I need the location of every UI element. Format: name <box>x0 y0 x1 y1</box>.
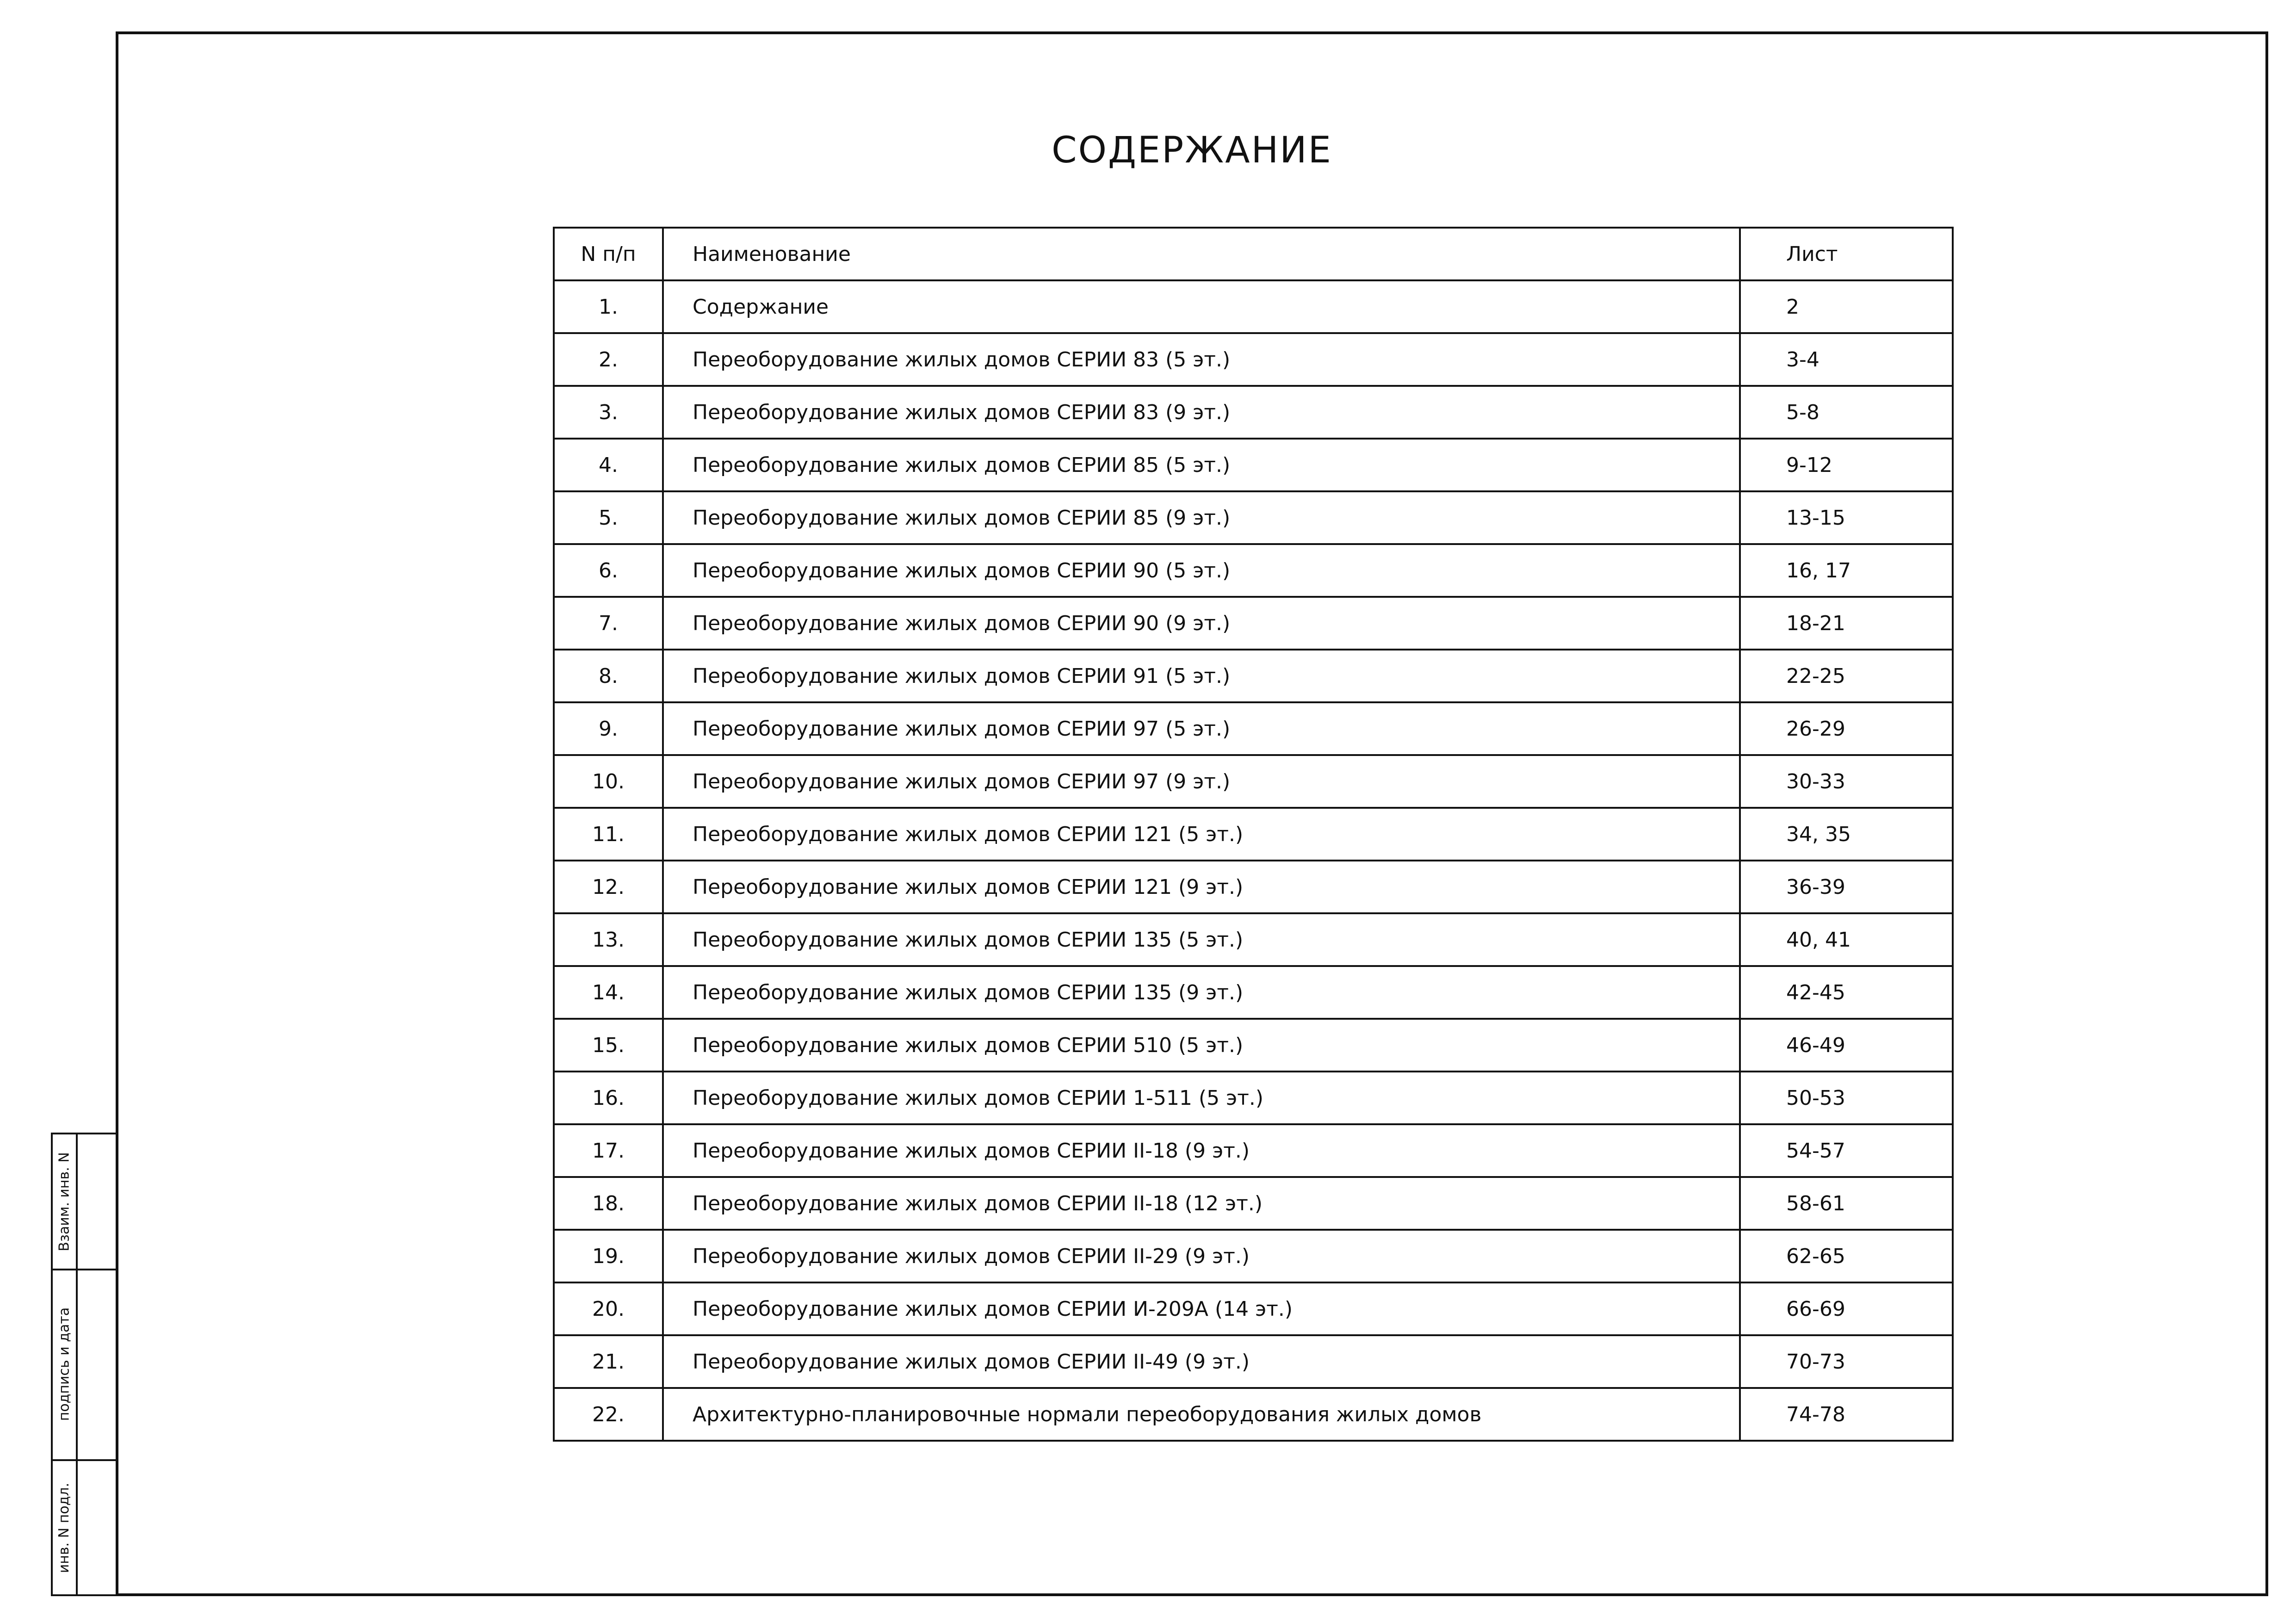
row-num: 19. <box>554 1230 663 1282</box>
row-num: 8. <box>554 650 663 702</box>
row-sheet: 66-69 <box>1740 1282 1953 1335</box>
table-row <box>554 280 1953 333</box>
row-sheet: 46-49 <box>1740 1019 1953 1072</box>
contents-table <box>553 227 1954 1442</box>
row-sheet: 36-39 <box>1740 861 1953 913</box>
stamp-cell-exchange-inv <box>53 1134 76 1269</box>
row-num: 10. <box>554 755 663 808</box>
table-row <box>554 913 1953 966</box>
row-num: 15. <box>554 1019 663 1072</box>
row-name: Переоборудование жилых домов СЕРИИ II-18 (12 эт.) <box>663 1177 1740 1230</box>
row-sheet: 26-29 <box>1740 702 1953 755</box>
table-row <box>554 861 1953 913</box>
row-name: Переоборудование жилых домов СЕРИИ 135 (5 эт.) <box>663 913 1740 966</box>
row-sheet: 13-15 <box>1740 491 1953 544</box>
row-num: 18. <box>554 1177 663 1230</box>
row-num: 12. <box>554 861 663 913</box>
row-name: Архитектурно-планировочные нормали переоборудования жилых домов <box>663 1388 1740 1441</box>
table-header-row <box>554 228 1953 280</box>
row-name: Переоборудование жилых домов СЕРИИ 97 (9 эт.) <box>663 755 1740 808</box>
table-row <box>554 1282 1953 1335</box>
row-name: Переоборудование жилых домов СЕРИИ И-209А (14 эт.) <box>663 1282 1740 1335</box>
table-row <box>554 702 1953 755</box>
header-num: N п/п <box>554 228 663 280</box>
side-stamp <box>51 1133 116 1596</box>
row-sheet: 54-57 <box>1740 1124 1953 1177</box>
table-row <box>554 650 1953 702</box>
row-num: 6. <box>554 544 663 597</box>
row-sheet: 50-53 <box>1740 1072 1953 1124</box>
table-row <box>554 439 1953 491</box>
row-name: Переоборудование жилых домов СЕРИИ 510 (5 эт.) <box>663 1019 1740 1072</box>
row-sheet: 34, 35 <box>1740 808 1953 861</box>
page-title: СОДЕРЖАНИЕ <box>1052 130 1332 171</box>
header-name: Наименование <box>663 228 1740 280</box>
row-name: Переоборудование жилых домов СЕРИИ 85 (5 эт.) <box>663 439 1740 491</box>
table-row <box>554 1019 1953 1072</box>
stamp-label-signature-date: подпись и дата <box>56 1307 73 1421</box>
table-row <box>554 966 1953 1019</box>
row-sheet: 9-12 <box>1740 439 1953 491</box>
row-num: 22. <box>554 1388 663 1441</box>
table-row <box>554 755 1953 808</box>
row-name: Переоборудование жилых домов СЕРИИ 83 (5 эт.) <box>663 333 1740 386</box>
row-name: Переоборудование жилых домов СЕРИИ II-18 (9 эт.) <box>663 1124 1740 1177</box>
row-sheet: 62-65 <box>1740 1230 1953 1282</box>
table-row <box>554 1388 1953 1441</box>
stamp-cell-original-inv <box>53 1459 76 1596</box>
row-name: Переоборудование жилых домов СЕРИИ 91 (5 эт.) <box>663 650 1740 702</box>
row-name: Переоборудование жилых домов СЕРИИ 135 (9 эт.) <box>663 966 1740 1019</box>
row-name: Содержание <box>663 280 1740 333</box>
row-sheet: 74-78 <box>1740 1388 1953 1441</box>
row-sheet: 3-4 <box>1740 333 1953 386</box>
row-num: 7. <box>554 597 663 650</box>
table-row <box>554 386 1953 439</box>
table-row <box>554 544 1953 597</box>
row-num: 20. <box>554 1282 663 1335</box>
table-row <box>554 597 1953 650</box>
row-name: Переоборудование жилых домов СЕРИИ 90 (5 эт.) <box>663 544 1740 597</box>
table-row <box>554 1177 1953 1230</box>
table-row <box>554 1335 1953 1388</box>
row-name: Переоборудование жилых домов СЕРИИ II-29 (9 эт.) <box>663 1230 1740 1282</box>
stamp-label-original-inv: инв. N подл. <box>56 1482 73 1573</box>
row-sheet: 42-45 <box>1740 966 1953 1019</box>
row-num: 11. <box>554 808 663 861</box>
row-sheet: 58-61 <box>1740 1177 1953 1230</box>
row-name: Переоборудование жилых домов СЕРИИ 1-511 (5 эт.) <box>663 1072 1740 1124</box>
row-num: 16. <box>554 1072 663 1124</box>
row-num: 9. <box>554 702 663 755</box>
table-row <box>554 1124 1953 1177</box>
row-num: 1. <box>554 280 663 333</box>
row-num: 13. <box>554 913 663 966</box>
row-sheet: 70-73 <box>1740 1335 1953 1388</box>
row-name: Переоборудование жилых домов СЕРИИ 121 (9 эт.) <box>663 861 1740 913</box>
table-row <box>554 808 1953 861</box>
row-sheet: 22-25 <box>1740 650 1953 702</box>
row-sheet: 18-21 <box>1740 597 1953 650</box>
stamp-cell-signature-date <box>53 1269 76 1459</box>
row-name: Переоборудование жилых домов СЕРИИ 83 (9 эт.) <box>663 386 1740 439</box>
row-name: Переоборудование жилых домов СЕРИИ 97 (5 эт.) <box>663 702 1740 755</box>
row-name: Переоборудование жилых домов СЕРИИ 90 (9 эт.) <box>663 597 1740 650</box>
row-name: Переоборудование жилых домов СЕРИИ 121 (5 эт.) <box>663 808 1740 861</box>
row-num: 17. <box>554 1124 663 1177</box>
row-num: 3. <box>554 386 663 439</box>
row-num: 4. <box>554 439 663 491</box>
row-num: 14. <box>554 966 663 1019</box>
table-row <box>554 333 1953 386</box>
row-sheet: 2 <box>1740 280 1953 333</box>
stamp-label-exchange-inv: Взаим. инв. N <box>56 1152 73 1251</box>
row-sheet: 16, 17 <box>1740 544 1953 597</box>
row-num: 2. <box>554 333 663 386</box>
header-sheet: Лист <box>1740 228 1953 280</box>
row-num: 21. <box>554 1335 663 1388</box>
stamp-divider <box>76 1134 78 1594</box>
row-name: Переоборудование жилых домов СЕРИИ II-49 (9 эт.) <box>663 1335 1740 1388</box>
row-name: Переоборудование жилых домов СЕРИИ 85 (9 эт.) <box>663 491 1740 544</box>
row-sheet: 40, 41 <box>1740 913 1953 966</box>
row-sheet: 30-33 <box>1740 755 1953 808</box>
row-sheet: 5-8 <box>1740 386 1953 439</box>
table-row <box>554 1230 1953 1282</box>
table-row <box>554 1072 1953 1124</box>
table-row <box>554 491 1953 544</box>
row-num: 5. <box>554 491 663 544</box>
